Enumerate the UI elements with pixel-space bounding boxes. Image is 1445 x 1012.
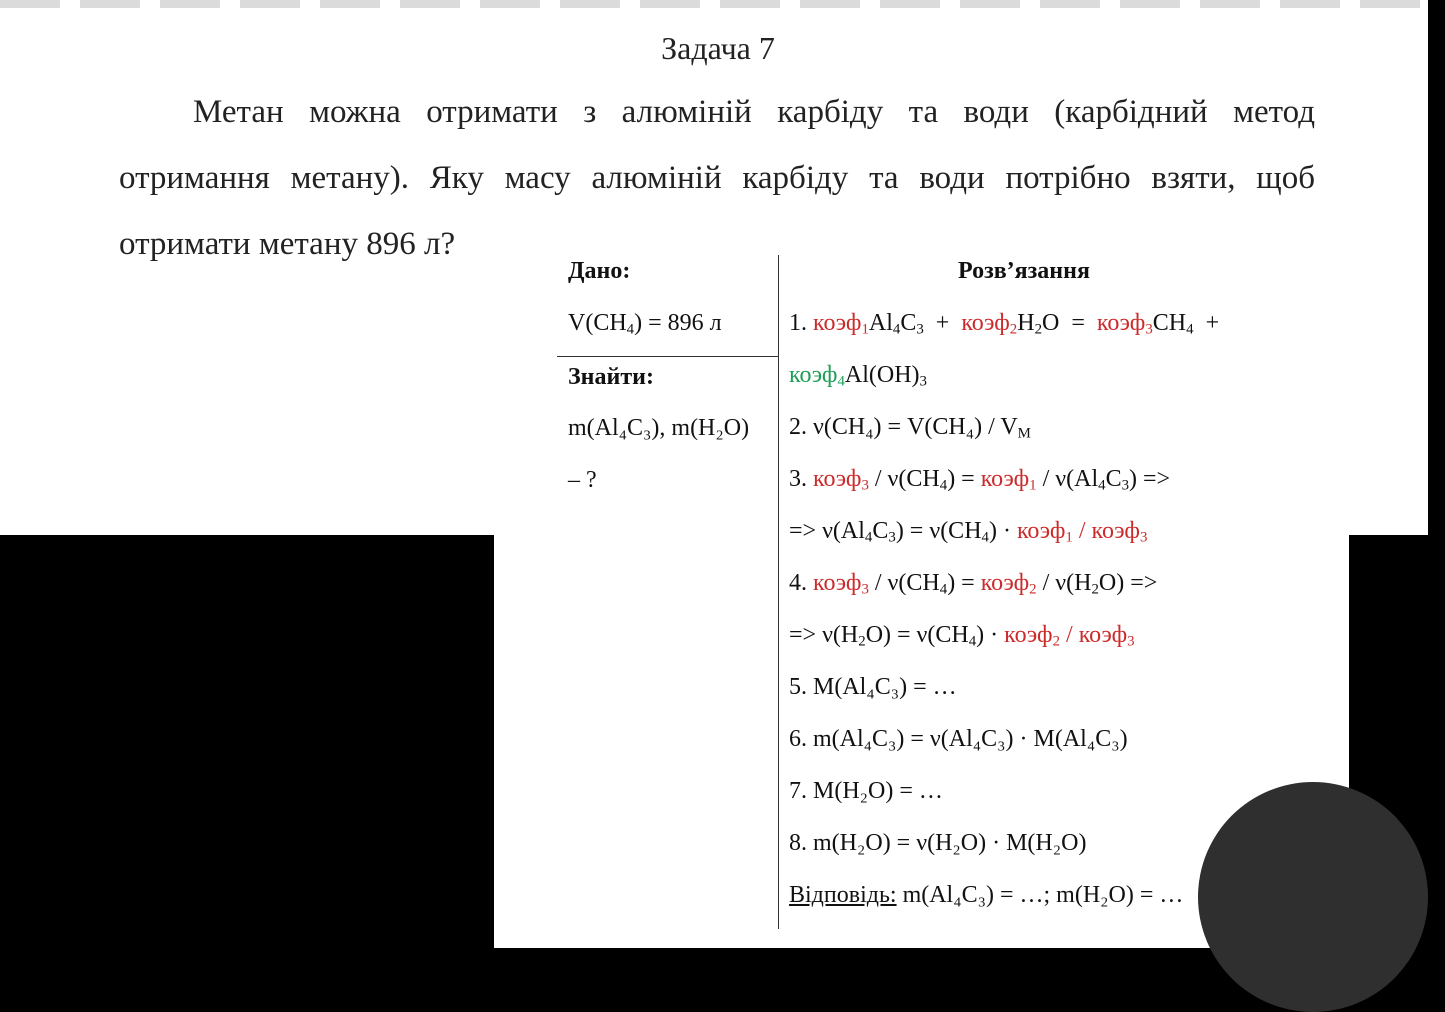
solution-step-1-cont: $коэф_4Al(OH)_3$ (789, 362, 927, 390)
solution-step-4-cont: => $\nu(H_2O) = \nu(CH_4)$ · коэф$_2$ / коэф$_3$ (789, 622, 1135, 650)
solution-step-7: 7. M(H₂O) = … (789, 778, 943, 804)
solution-step-5: 5. M(Al₄C₃) = … (789, 674, 957, 700)
problem-text-line-3: отримати метану 896 л? (119, 226, 456, 262)
table-vertical-divider (778, 255, 779, 929)
solution-step-3: 3. коэф$_3$ / $\nu(CH_4)$ = коэф$_1$ / $\nu(Al_4C_3)$ => (789, 466, 1171, 494)
solution-answer: Відповідь: m(Al₄C₃) = …; m(H₂O) = … (789, 882, 1184, 908)
find-question: – ? (568, 467, 597, 493)
problem-heading: Задача 7 (661, 30, 775, 66)
table-horizontal-divider (557, 356, 778, 357)
solution-step-6: 6. m(Al₄C₃) = ν(Al₄C₃) · M(Al₄C₃) (789, 726, 1128, 752)
problem-text-line-1: Метан можна отримати з алюміній карбіду та води (карбідний метод (193, 94, 1315, 130)
solution-step-4: 4. коэф$_3$ / $\nu(CH_4)$ = коэф$_2$ / $\nu(H_2O)$ => (789, 570, 1158, 598)
find-title: Знайти: (568, 364, 654, 390)
given-volume: $V(CH_4) = 896$ л (568, 310, 722, 338)
decorative-circle (1198, 782, 1428, 1012)
solution-step-2: 2. $\nu(CH_4) = V(CH_4) / V_M$ (789, 414, 1031, 442)
problem-text-line-2: отримання метану). Яку масу алюміній карбіду та води потрібно взяти, щоб (119, 160, 1315, 196)
answer-label: Відповідь: (789, 882, 897, 908)
solution-step-1: 1. $коэф_1Al_4C_3$ + $коэф_2H_2O$ = $коэф_3CH_4$ + (789, 310, 1220, 338)
solution-step-8: 8. m(H₂O) = ν(H₂O) · M(H₂O) (789, 830, 1087, 856)
cropped-previous-line (0, 0, 1445, 8)
solution-title: Розв’язання (958, 258, 1090, 284)
given-title: Дано: (568, 258, 631, 284)
solution-step-3-cont: => $\nu(Al_4C_3) = \nu(CH_4)$ · коэф$_1$ / коэф$_3$ (789, 518, 1148, 546)
find-quantities: m(Al₄C₃), m(H₂O) (568, 415, 750, 441)
